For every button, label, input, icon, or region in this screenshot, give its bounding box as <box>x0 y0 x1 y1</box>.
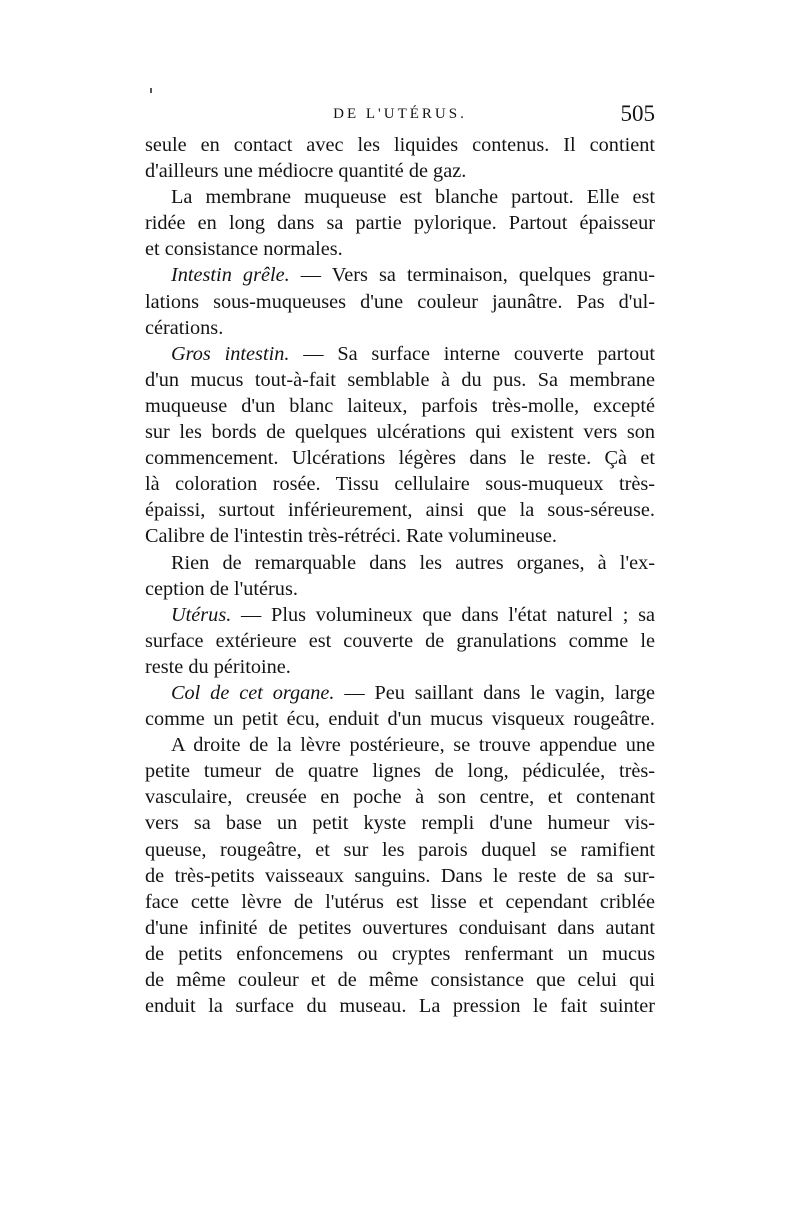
line-text: — Vers sa terminaison, quelques granu- <box>289 264 655 287</box>
line-text: ridée en long dans sa partie pylorique. Partout épaisseur <box>145 212 655 235</box>
line-text: de petits enfoncemens ou cryptes renfermant un mucus <box>145 942 655 965</box>
text-line <box>145 262 655 288</box>
line-text: face cette lèvre de l'utérus est lisse et cependant criblée <box>145 890 655 913</box>
text-line <box>145 445 655 471</box>
line-text: surface extérieure est couverte de granulations comme le <box>145 629 655 652</box>
section-heading: Col de cet organe. <box>171 681 335 704</box>
text-line <box>145 993 655 1019</box>
text-line <box>145 654 655 680</box>
section-heading: Intestin grêle. <box>171 264 290 287</box>
line-text: ception de l'utérus. <box>145 577 298 600</box>
running-head <box>145 99 655 129</box>
body-text <box>145 132 655 1019</box>
text-line <box>145 367 655 393</box>
text-line <box>145 967 655 993</box>
line-text: reste du péritoine. <box>145 655 291 678</box>
text-line <box>145 863 655 889</box>
line-text: d'un mucus tout-à-fait semblable à du pus. Sa membrane <box>145 368 655 391</box>
line-text: — Plus volumineux que dans l'état naturel ; sa <box>231 603 655 626</box>
line-text: petite tumeur de quatre lignes de long, pédiculée, très- <box>145 760 655 783</box>
text-line <box>145 784 655 810</box>
text-line <box>145 680 655 706</box>
line-text: enduit la surface du museau. La pression le fait suinter <box>145 995 655 1018</box>
line-text: La membrane muqueuse est blanche partout. Elle est <box>171 186 655 209</box>
line-text: seule en contact avec les liquides contenus. Il contient <box>145 134 655 156</box>
line-text: commencement. Ulcérations légères dans le reste. Çà et <box>145 447 655 470</box>
line-text: comme un petit écu, enduit d'un mucus visqueux rougeâtre. <box>145 708 655 731</box>
text-line <box>145 419 655 445</box>
line-text: d'une infinité de petites ouvertures conduisant dans autant <box>145 916 655 939</box>
line-text: Rien de remarquable dans les autres organes, à l'ex- <box>171 551 655 574</box>
text-line <box>145 758 655 784</box>
text-line <box>145 393 655 419</box>
line-text: là coloration rosée. Tissu cellulaire sous-muqueux très- <box>145 473 655 496</box>
line-text: vasculaire, creusée en poche à son centre, et contenant <box>145 786 655 809</box>
text-line <box>145 184 655 210</box>
text-line <box>145 550 655 576</box>
line-text: Calibre de l'intestin très-rétréci. Rate volumineuse. <box>145 525 557 548</box>
line-text: lations sous-muqueuses d'une couleur jaunâtre. Pas d'ul- <box>145 290 655 313</box>
line-text: — Sa surface interne couverte partout <box>289 342 655 365</box>
ink-speck <box>150 88 152 93</box>
line-text: cérations. <box>145 316 224 339</box>
text-line <box>145 576 655 602</box>
line-text: A droite de la lèvre postérieure, se trouve appendue une <box>171 734 655 757</box>
page-number: 505 <box>620 101 655 126</box>
line-text: de même couleur et de même consistance que celui qui <box>145 969 655 991</box>
line-text: vers sa base un petit kyste rempli d'une humeur vis- <box>145 812 655 835</box>
line-text: de très-petits vaisseaux sanguins. Dans le reste de sa sur- <box>145 864 655 887</box>
text-line <box>145 158 655 184</box>
text-line <box>145 471 655 497</box>
text-line <box>145 315 655 341</box>
line-text: et consistance normales. <box>145 238 343 261</box>
text-line <box>145 628 655 654</box>
line-text: queuse, rougeâtre, et sur les parois duquel se ramifient <box>145 838 655 861</box>
text-line <box>145 889 655 915</box>
text-line <box>145 236 655 262</box>
text-line <box>145 497 655 523</box>
text-line <box>145 706 655 732</box>
line-text: sur les bords de quelques ulcérations qui existent vers son <box>145 421 655 444</box>
text-line <box>145 289 655 315</box>
text-line <box>145 341 655 367</box>
line-text: d'ailleurs une médiocre quantité de gaz. <box>145 160 467 183</box>
running-title: DE L'UTÉRUS. <box>333 106 467 122</box>
section-heading: Utérus. <box>171 603 232 626</box>
text-line <box>145 132 655 158</box>
line-text: épaissi, surtout inférieurement, ainsi que la sous-séreuse. <box>145 499 655 522</box>
text-line <box>145 732 655 758</box>
text-line <box>145 810 655 836</box>
text-line <box>145 837 655 863</box>
text-line <box>145 915 655 941</box>
line-text: muqueuse d'un blanc laiteux, parfois très-molle, excepté <box>145 394 655 417</box>
text-line <box>145 602 655 628</box>
line-text: — Peu saillant dans le vagin, large <box>334 681 655 704</box>
text-line <box>145 523 655 549</box>
text-line <box>145 210 655 236</box>
text-line <box>145 941 655 967</box>
section-heading: Gros intestin. <box>171 342 290 365</box>
